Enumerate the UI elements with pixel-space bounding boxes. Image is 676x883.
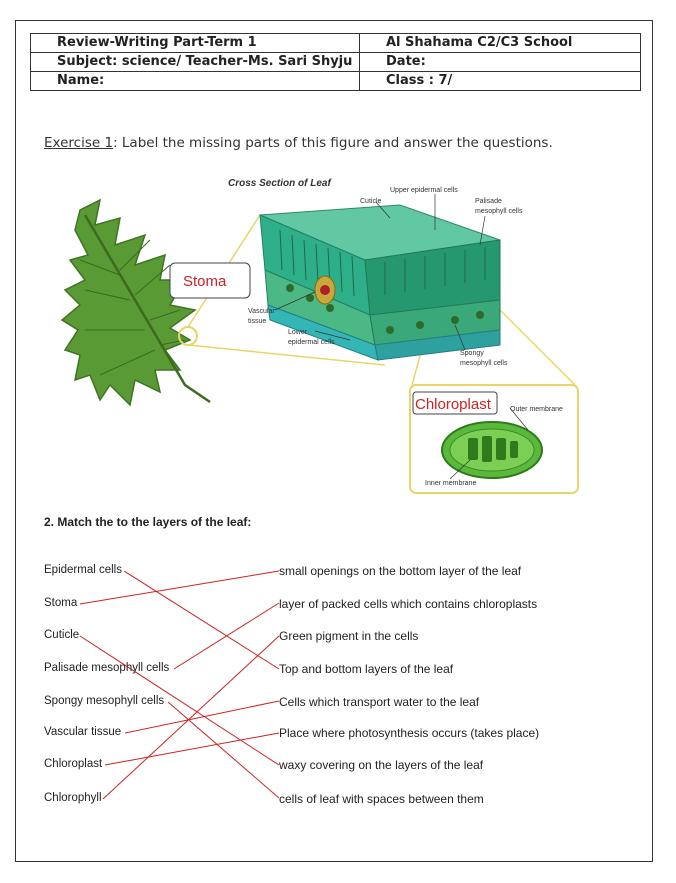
- chloroplast-answer: Chloroplast: [415, 396, 491, 413]
- header-class: Class : 7/: [360, 72, 641, 91]
- label-spongy-2: mesophyll cells: [460, 360, 508, 367]
- header-table: [30, 33, 641, 91]
- term-spongy: Spongy mesophyll cells: [44, 695, 165, 707]
- leaf-tissue-block: [260, 205, 500, 360]
- label-outer-membrane: Outer membrane: [510, 406, 563, 413]
- def-packed-cells: layer of packed cells which contains chloroplasts: [279, 597, 538, 611]
- term-epidermal-cells: Epidermal cells: [44, 564, 122, 576]
- label-vascular-2: tissue: [248, 318, 267, 325]
- label-inner-membrane: Inner membrane: [425, 480, 477, 487]
- exercise1-text: : Label the missing parts of this figure and answer the questions.: [113, 135, 553, 151]
- label-palisade-2: mesophyll cells: [475, 208, 523, 215]
- term-palisade: Palisade mesophyll cells: [44, 662, 170, 674]
- question2-title: 2. Match the to the layers of the leaf:: [44, 515, 252, 529]
- leaf-cross-section-figure: [60, 170, 590, 500]
- def-small-openings: small openings on the bottom layer of the leaf: [279, 564, 522, 578]
- stoma-answer: Stoma: [183, 273, 227, 290]
- def-green-pigment: Green pigment in the cells: [279, 629, 419, 643]
- header-subject: Subject: science/ Teacher-Ms. Sari Shyju: [31, 53, 360, 72]
- oak-leaf-illustration: [62, 200, 210, 405]
- def-top-bottom-layers: Top and bottom layers of the leaf: [279, 662, 454, 676]
- term-chloroplast: Chloroplast: [44, 758, 103, 770]
- term-stoma: Stoma: [44, 597, 78, 609]
- def-waxy-covering: waxy covering on the layers of the leaf: [279, 758, 484, 772]
- def-spaces-between: cells of leaf with spaces between them: [279, 792, 484, 806]
- label-spongy-1: Spongy: [460, 350, 484, 357]
- def-transport-water: Cells which transport water to the leaf: [279, 695, 480, 709]
- exercise1-instruction: [44, 135, 553, 151]
- figure-title: Cross Section of Leaf: [228, 178, 331, 189]
- def-photosynthesis: Place where photosynthesis occurs (takes place): [279, 726, 540, 740]
- header-date: Date:: [360, 53, 641, 72]
- header-title: Review-Writing Part-Term 1: [31, 34, 360, 53]
- label-vascular-1: Vascular: [248, 308, 275, 315]
- term-chlorophyll: Chlorophyll: [44, 792, 102, 804]
- exercise1-label: Exercise 1: [44, 135, 114, 151]
- term-vascular: Vascular tissue: [44, 726, 122, 738]
- label-lower-1: Lower: [288, 329, 308, 336]
- label-cuticle: Cuticle: [360, 198, 382, 205]
- label-lower-2: epidermal cells: [288, 339, 335, 346]
- header-name: Name:: [31, 72, 360, 91]
- header-school: Al Shahama C2/C3 School: [360, 34, 641, 53]
- label-upper-epidermal: Upper epidermal cells: [390, 187, 458, 194]
- chloroplast-illustration: [442, 422, 542, 478]
- label-palisade-1: Palisade: [475, 198, 502, 205]
- term-cuticle: Cuticle: [44, 629, 80, 641]
